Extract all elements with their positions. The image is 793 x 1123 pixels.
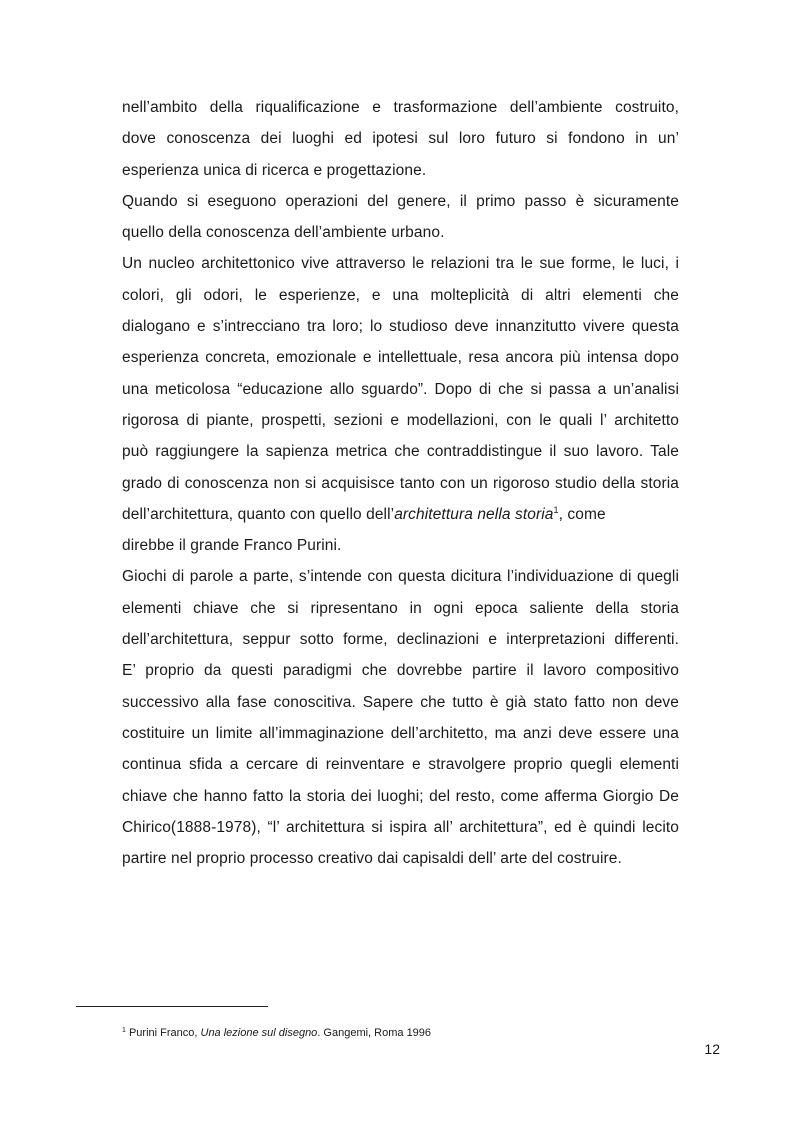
text-line: Giochi di parole a parte, s’intende con questa dicitura l’individuazione di quegli: [122, 568, 679, 586]
text-line: elementi chiave che si ripresentano in ogni epoca saliente della storia: [122, 599, 679, 617]
text-line: grado di conoscenza non si acquisisce tanto con un rigoroso studio della storia: [122, 474, 679, 492]
text-line: dialogano e s’intrecciano tra loro; lo studioso deve innanzitutto vivere questa: [122, 318, 679, 336]
footnote-publisher: . Gangemi, Roma 1996: [317, 1027, 432, 1039]
footnote-separator: [76, 1006, 268, 1007]
text-line: continua sfida a cercare di reinventare e stravolgere proprio quegli elementi: [122, 756, 679, 774]
footnote-title: Una lezione sul disegno: [200, 1027, 318, 1039]
text-line: esperienza concreta, emozionale e intellettuale, resa ancora più intensa dopo: [122, 349, 679, 367]
text-line: Un nucleo architettonico vive attraverso le relazioni tra le sue forme, le luci, i: [122, 255, 679, 273]
text-line: Quando si eseguono operazioni del genere, il primo passo è sicuramente: [122, 192, 679, 210]
footnote-number: 1: [122, 1027, 126, 1034]
text-line: quello della conoscenza dell’ambiente urbano.: [122, 224, 445, 242]
text-line: una meticolosa “educazione allo sguardo”. Dopo di che si passa a un’analisi: [122, 380, 679, 398]
footnote-author: Purini Franco,: [125, 1027, 201, 1039]
text-line: direbbe il grande Franco Purini.: [122, 537, 342, 555]
text-line: esperienza unica di ricerca e progettazione.: [122, 161, 427, 179]
text-line: rigorosa di piante, prospetti, sezioni e modellazioni, con le quali l’ architetto: [122, 411, 679, 429]
text-line: E’ proprio da questi paradigmi che dovrebbe partire il lavoro compositivo: [122, 662, 679, 680]
text-line: può raggiungere la sapienza metrica che contraddistingue il suo lavoro. Tale: [122, 443, 679, 461]
text-line: nell’ambito della riqualificazione e trasformazione dell’ambiente costruito,: [122, 99, 679, 116]
text-line: chiave che hanno fatto la storia dei luoghi; del resto, come afferma Giorgio De: [122, 787, 679, 805]
page-number: 12: [704, 1041, 720, 1057]
text-line: Chirico(1888-1978), “l’ architettura si ispira all’ architettura”, ed è quindi lecito: [122, 818, 679, 836]
text-line-with-footnote: [122, 499, 679, 530]
text-line: costituire un limite all’immaginazione dell’architetto, ma anzi deve essere una: [122, 724, 679, 742]
text-line: dove conoscenza dei luoghi ed ipotesi sul loro futuro si fondono in un’: [122, 130, 679, 148]
text-line: dell’architettura, seppur sotto forme, declinazioni e interpretazioni differenti.: [122, 631, 679, 649]
footnote: [122, 1026, 431, 1040]
footnote-reference[interactable]: 1: [553, 504, 559, 515]
text-line: partire nel proprio processo creativo dai capisaldi dell’ arte del costruire.: [122, 850, 622, 868]
text-line: colori, gli odori, le esperienze, e una molteplicità di altri elementi che: [122, 286, 679, 304]
text-segment: dell’architettura, quanto con quello dell’architettura nella storia$^1$, come: [122, 504, 606, 523]
italic-title: architettura nella storia: [394, 505, 554, 523]
body-text: [122, 92, 679, 874]
text-line: successivo alla fase conoscitiva. Sapere che tutto è già stato fatto non deve: [122, 693, 679, 711]
